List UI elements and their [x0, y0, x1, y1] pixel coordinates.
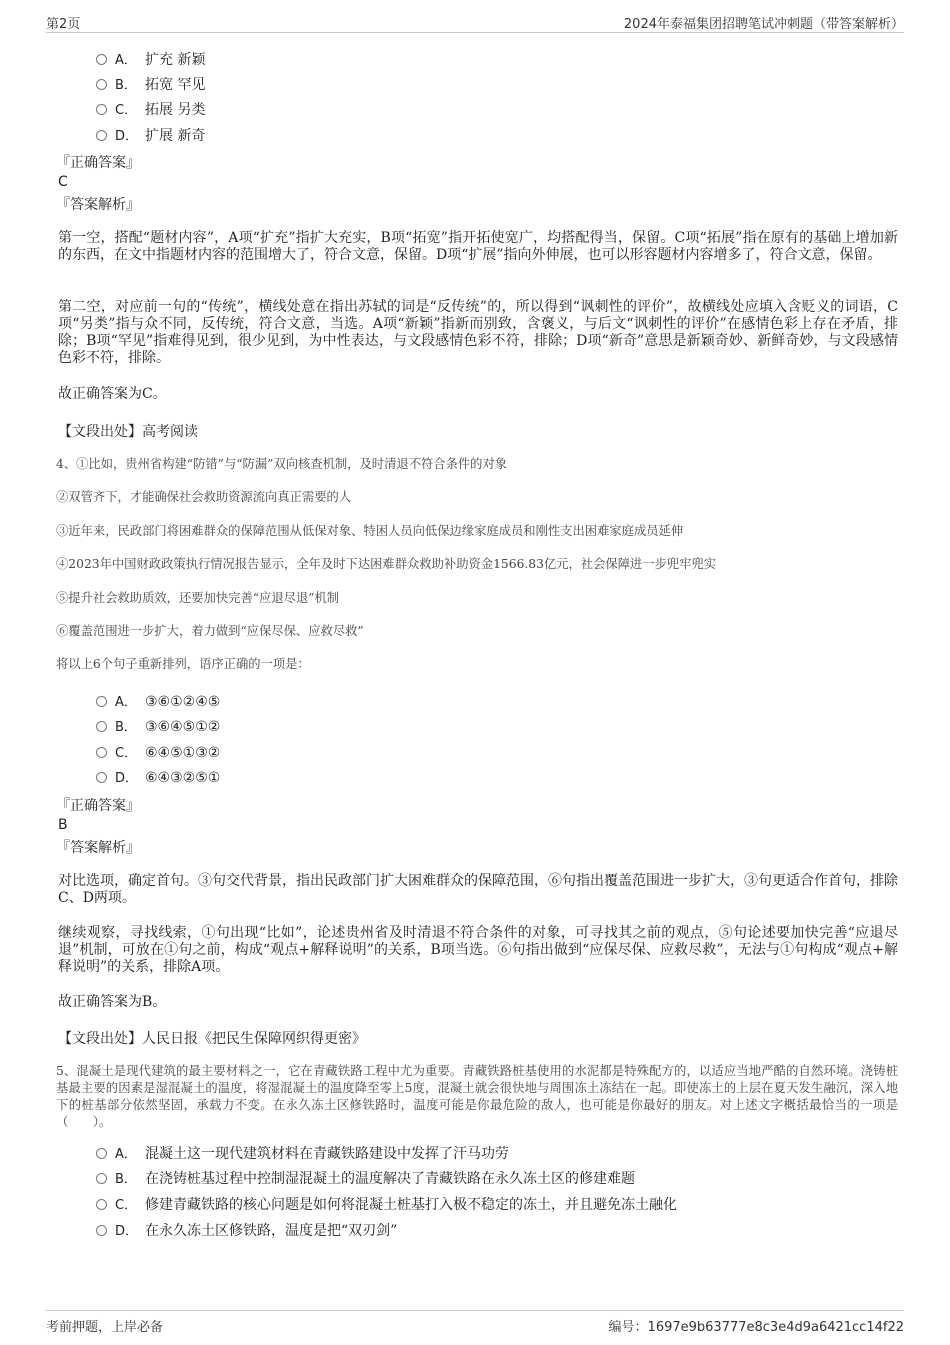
q4-answer: B: [58, 817, 68, 833]
q4-option-c[interactable]: C． ⑥④⑤①③②: [96, 743, 220, 763]
q5-option-b[interactable]: B． 在浇铸桩基过程中控制湿混凝土的温度解决了青藏铁路在永久冻土区的修建难题: [96, 1169, 635, 1189]
radio-icon[interactable]: [96, 1199, 107, 1210]
radio-icon[interactable]: [96, 1148, 107, 1159]
q5-option-c[interactable]: C． 修建青藏铁路的核心问题是如何将混凝土桩基打入极不稳定的冻土，并且避免冻土融化: [96, 1195, 677, 1215]
q4-sentence-5: ⑤提升社会救助质效，还要加快完善“应退尽退”机制: [56, 591, 340, 605]
radio-icon[interactable]: [96, 747, 107, 758]
q3-option-b[interactable]: B． 拓宽 罕见: [96, 75, 205, 95]
q4-source: 【文段出处】人民日报《把民生保障网织得更密》: [58, 1031, 366, 1047]
q4-conclusion: 故正确答案为B。: [58, 994, 167, 1010]
radio-icon[interactable]: [96, 130, 107, 141]
q4-prompt: 将以上6个句子重新排列，语序正确的一项是：: [56, 657, 310, 671]
q4-sentence-1: 4、①比如，贵州省构建“防错”与“防漏”双向核查机制，及时清退不符合条件的对象: [56, 457, 508, 471]
q3-answer: C: [58, 174, 68, 190]
radio-icon[interactable]: [96, 79, 107, 90]
q5-option-d[interactable]: D． 在永久冻土区修铁路，温度是把“双刃剑”: [96, 1221, 397, 1241]
radio-icon[interactable]: [96, 696, 107, 707]
q3-answer-label: 『正确答案』: [56, 155, 140, 171]
q3-source: 【文段出处】高考阅读: [58, 424, 198, 440]
radio-icon[interactable]: [96, 721, 107, 732]
q4-analysis-paragraph-1: 对比选项，确定首句。③句交代背景，指出民政部门扩大困难群众的保障范围，⑥句指出覆盖范围进一步扩大，③句更适合作首句，排除C、D两项。: [58, 873, 898, 906]
q3-option-c[interactable]: C． 拓展 另类: [96, 100, 205, 120]
document-id: 编号：1697e9b63777e8c3e4d9a6421cc14f22: [608, 1320, 904, 1335]
q3-option-d[interactable]: D． 扩展 新奇: [96, 126, 205, 146]
q4-sentence-6: ⑥覆盖范围进一步扩大，着力做到“应保尽保、应救尽救”: [56, 624, 364, 638]
q3-option-a[interactable]: A． 扩充 新颖: [96, 50, 205, 70]
q4-option-a[interactable]: A． ③⑥①②④⑤: [96, 692, 220, 712]
q4-sentence-3: ③近年来，民政部门将困难群众的保障范围从低保对象、特困人员向低保边缘家庭成员和刚性支出困难家庭成员延伸: [56, 524, 684, 538]
q4-analysis-label: 『答案解析』: [56, 840, 140, 856]
page-number: 第2页: [46, 17, 81, 32]
radio-icon[interactable]: [96, 1173, 107, 1184]
q4-sentence-2: ②双管齐下，才能确保社会救助资源流向真正需要的人: [56, 490, 352, 504]
radio-icon[interactable]: [96, 104, 107, 115]
q3-conclusion: 故正确答案为C。: [58, 386, 167, 402]
q4-option-b[interactable]: B． ③⑥④⑤①②: [96, 717, 220, 737]
q4-option-d[interactable]: D． ⑥④③②⑤①: [96, 768, 220, 788]
radio-icon[interactable]: [96, 772, 107, 783]
page-footer: [46, 1310, 904, 1335]
q3-analysis-paragraph-2: 第二空，对应前一句的“传统”，横线处意在指出苏轼的词是“反传统”的，所以得到“讽刺性的评价”，故横线处应填入含贬义的词语，C项“另类”指与众不同，反传统，符合文意，当选。A项“新颖”指新而别致，含褒义，与后文“讽刺性的评价”在感情色彩上存在矛盾，排除；B项“罕见”指难得见到，很少见到，为中性表达，与文段感情色彩不符，排除；D项“新奇”意思是新颖奇妙、新鲜奇妙，与文段感情色彩不符，排除。: [58, 299, 898, 366]
page-header: [46, 10, 904, 33]
q5-option-a[interactable]: A． 混凝土这一现代建筑材料在青藏铁路建设中发挥了汗马功劳: [96, 1144, 509, 1164]
q3-analysis-paragraph-1: 第一空，搭配“题材内容”，A项“扩充”指扩大充实，B项“拓宽”指开拓使宽广，均搭配得当，保留。C项“拓展”指在原有的基础上增加新的东西，在文中指题材内容的范围增大了，符合文意，保留。D项“扩展”指向外伸展，也可以形容题材内容增多了，符合文意，保留。: [58, 230, 898, 263]
footer-slogan: 考前押题，上岸必备: [46, 1320, 164, 1335]
radio-icon[interactable]: [96, 1225, 107, 1236]
q4-answer-label: 『正确答案』: [56, 798, 140, 814]
q4-sentence-4: ④2023年中国财政政策执行情况报告显示，全年及时下达困难群众救助补助资金1566.83亿元，社会保障进一步兜牢兜实: [56, 557, 717, 571]
radio-icon[interactable]: [96, 54, 107, 65]
q3-analysis-label: 『答案解析』: [56, 197, 140, 213]
q5-stem: 5、混凝土是现代建筑的最主要材料之一，它在青藏铁路工程中尤为重要。青藏铁路桩基使用的水泥都是特殊配方的，以适应当地严酷的自然环境。浇铸桩基最主要的因素是湿混凝土的温度，将湿混凝土的温度降至零上5度，混凝土就会很快地与周围冻土冻结在一起。即使冻土的上层在夏天发生融沉，深入地下的桩基部分依然坚固，承载力不变。在永久冻土区修铁路时，温度可能是你最危险的敌人，也可能是你最好的朋友。对上述文字概括最恰当的一项是（ ）。: [56, 1064, 898, 1129]
q4-analysis-paragraph-2: 继续观察，寻找线索，①句出现“比如”，论述贵州省及时清退不符合条件的对象，可寻找其之前的观点，⑤句论述要加快完善“应退尽退”机制，可放在①句之前，构成“观点+解释说明”的关系，B项当选。⑥句指出做到“应保尽保、应救尽救”，无法与①句构成“观点+解释说明”的关系，排除A项。: [58, 925, 898, 975]
document-title: 2024年泰福集团招聘笔试冲刺题（带答案解析）: [623, 17, 904, 32]
